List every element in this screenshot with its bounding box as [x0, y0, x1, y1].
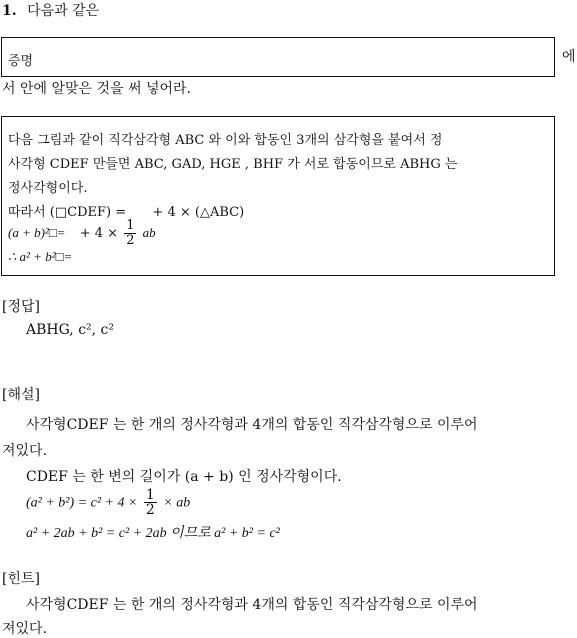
question-header — [2, 0, 99, 20]
proof-line-4-suffix: + 4 × (△ABC) — [152, 205, 245, 220]
fraction-numerator: 1 — [145, 487, 155, 503]
proof-line-4-prefix: 따라서 (□CDEF) = — [8, 205, 127, 220]
hint-line-2: 져있다. — [2, 621, 48, 637]
fraction-denominator: 2 — [145, 502, 155, 518]
proof-line-5-mid: + 4 × — [79, 226, 119, 241]
fraction-denominator: 2 — [126, 233, 135, 248]
fraction-numerator: 1 — [126, 218, 135, 233]
question-text: 다음과 같은 — [27, 3, 100, 19]
proof-line-6 — [8, 249, 72, 265]
explanation-line-4-suffix: × ab — [163, 495, 191, 511]
answer-heading: [정답] — [2, 299, 40, 315]
proof-line-5 — [8, 219, 156, 248]
fraction-one-half — [124, 219, 136, 248]
proof-box — [1, 116, 555, 276]
proof-line-2: 사각형 CDEF 만들면 ABC, GAD, HGE , BHF 가 서로 합동이므로 ABHG 는 — [8, 157, 458, 172]
explanation-line-5-text: a² + 2ab + b² = c² + 2ab 이므로 a² + b² = c² — [26, 526, 280, 541]
explanation-line-4 — [26, 488, 190, 517]
question-line-2: 서 안에 알맞은 것을 써 넣어라. — [2, 81, 191, 97]
box-label: 증명 — [8, 54, 34, 69]
explanation-line-2: 져있다. — [2, 443, 48, 459]
answer-blank-box — [1, 37, 555, 77]
explanation-line-1: 사각형CDEF 는 한 개의 정사각형과 4개의 합동인 직각삼각형으로 이루어 — [26, 417, 478, 433]
proof-line-1: 다음 그림과 같이 직각삼각형 ABC 와 이와 합동인 3개의 삼각형을 붙여서 정 — [8, 133, 443, 148]
after-box-text: 에 — [562, 49, 576, 65]
proof-line-5-prefix: (a + b)²□= — [8, 225, 66, 240]
explanation-line-4-prefix: (a² + b²) = c² + 4 × — [26, 495, 138, 511]
explanation-heading: [해설] — [2, 387, 40, 403]
explanation-line-3: CDEF 는 한 변의 길이가 (a + b) 인 정사각형이다. — [26, 469, 342, 485]
proof-line-3: 정사각형이다. — [8, 181, 88, 196]
answer-text: ABHG, c², c² — [26, 322, 114, 338]
proof-line-5-suffix: ab — [142, 225, 156, 240]
explanation-line-5 — [26, 522, 280, 542]
hint-line-1: 사각형CDEF 는 한 개의 정사각형과 4개의 합동인 직각삼각형으로 이루어 — [26, 597, 478, 613]
proof-line-6-text: ∴ a² + b²□= — [8, 249, 73, 264]
fraction-one-half — [144, 488, 157, 517]
hint-heading: [힌트] — [2, 571, 40, 587]
question-number: 1. — [2, 3, 17, 19]
